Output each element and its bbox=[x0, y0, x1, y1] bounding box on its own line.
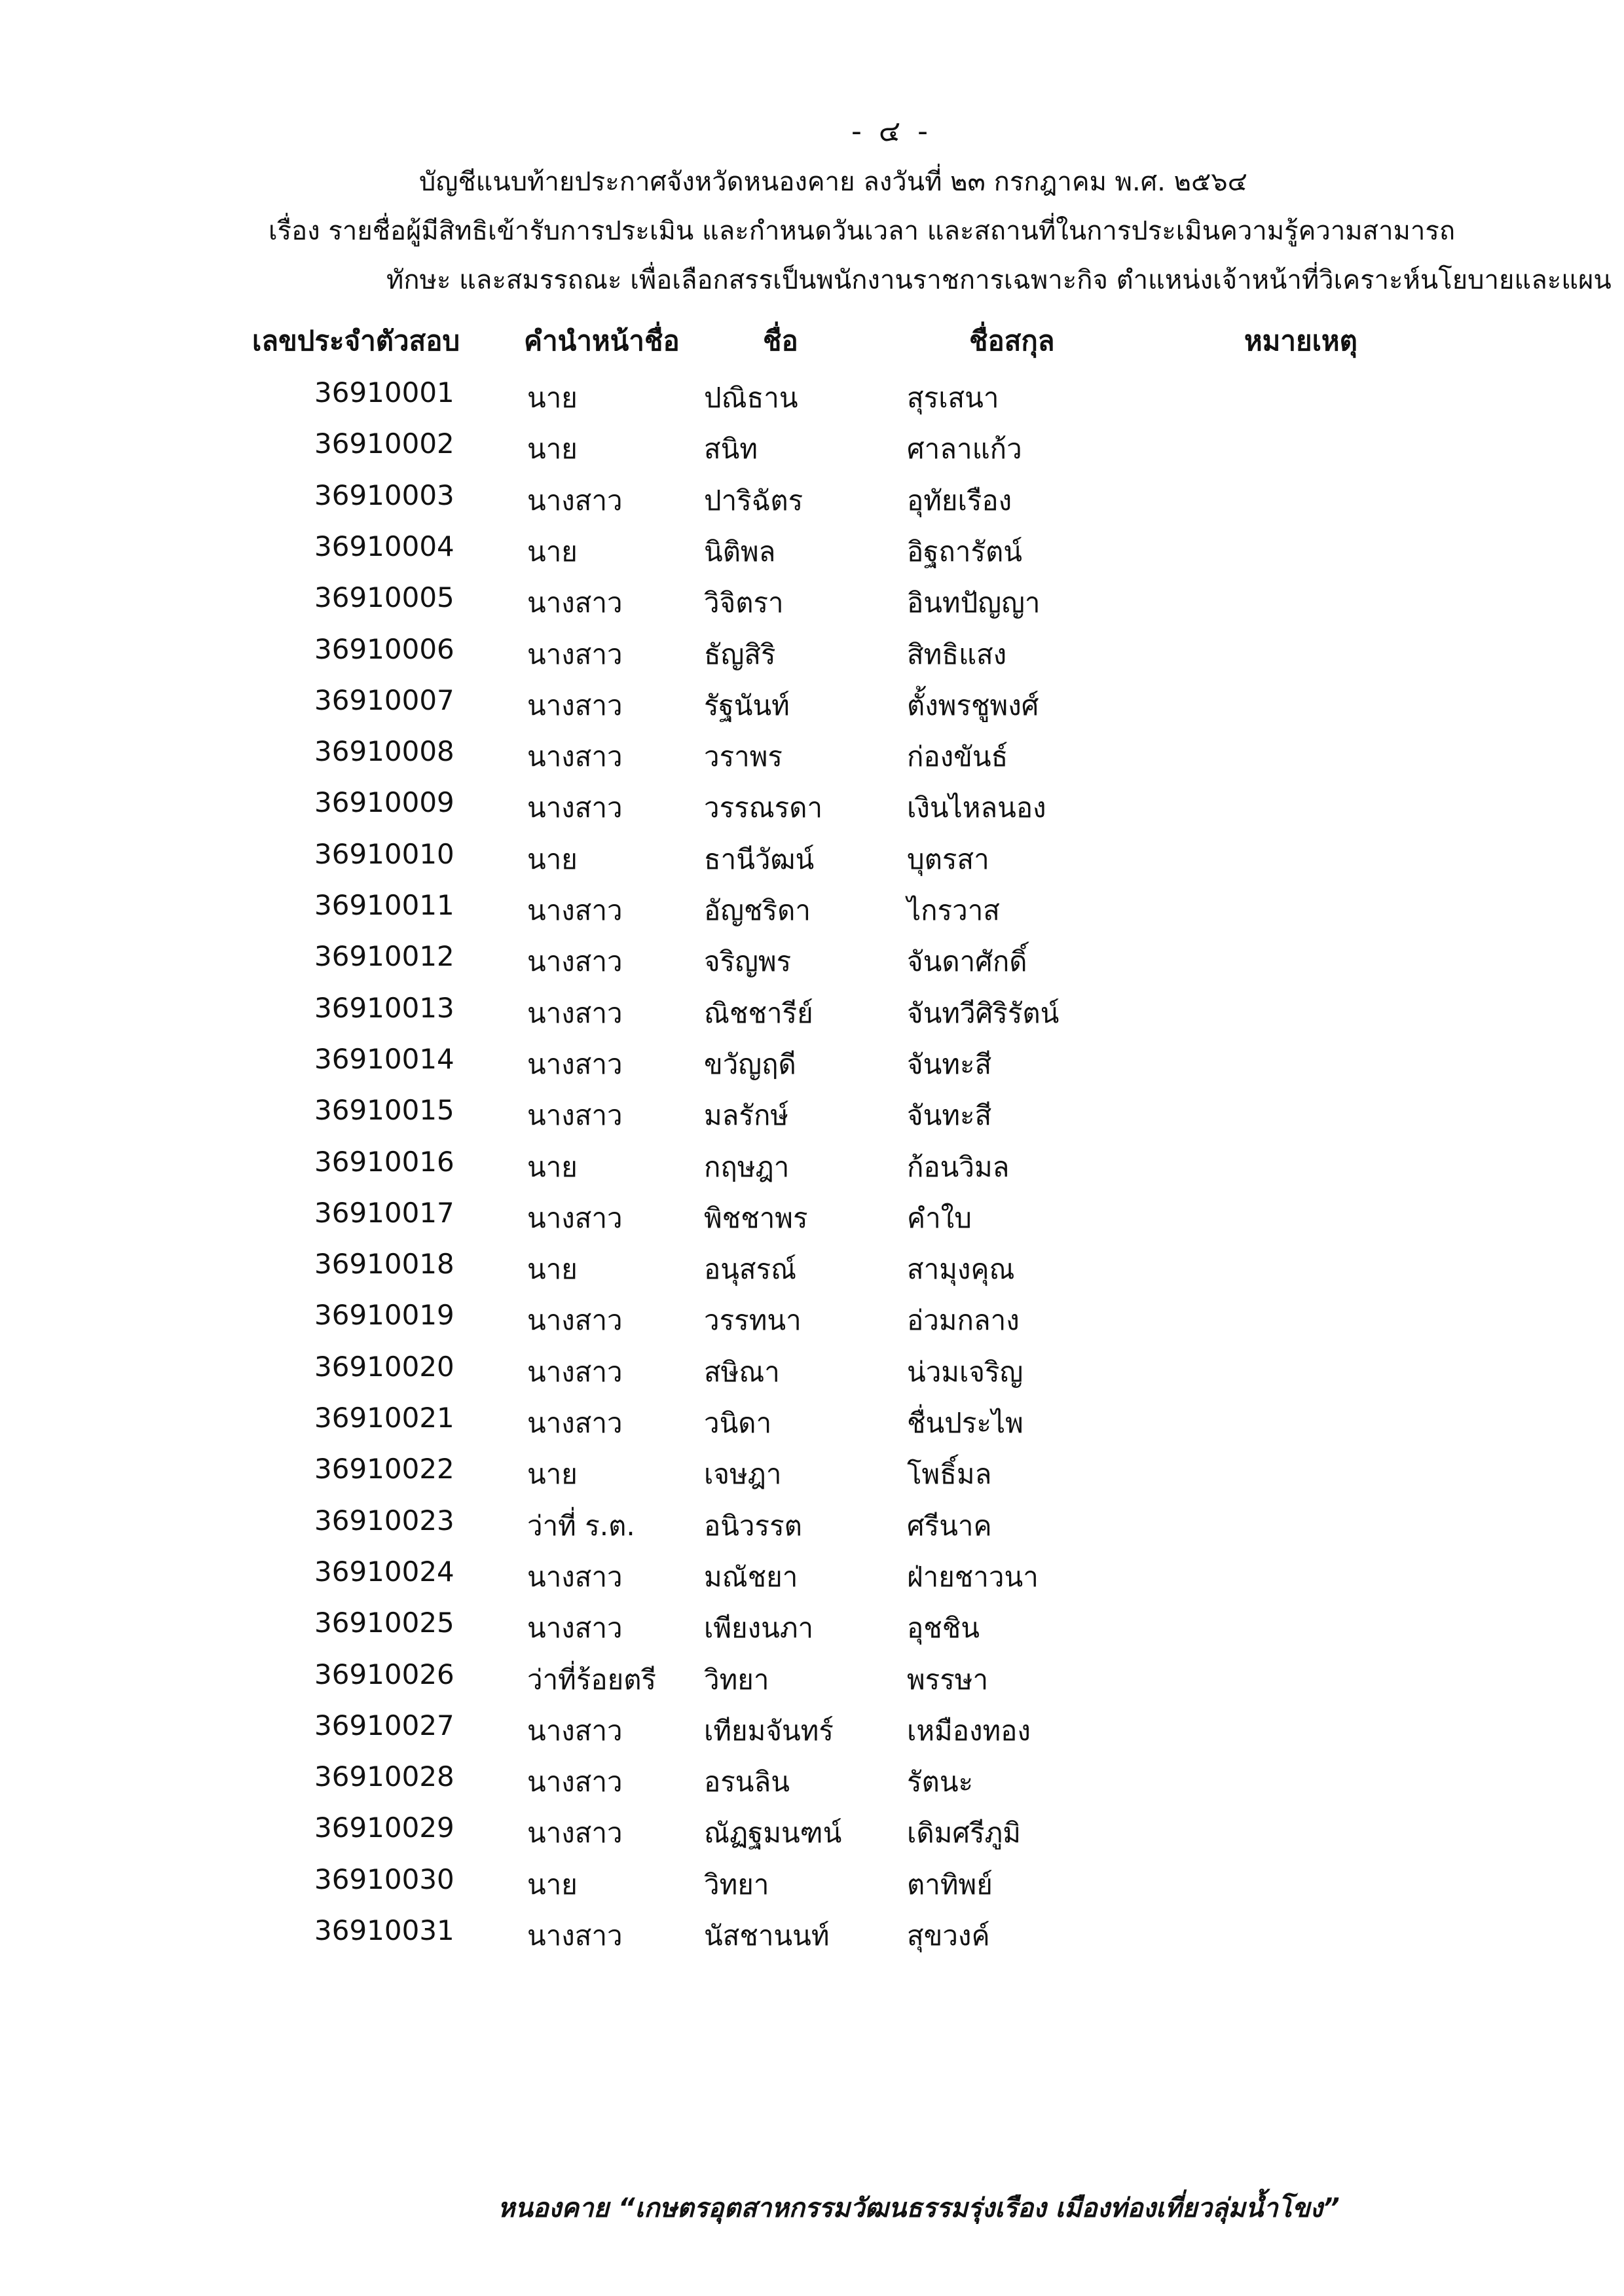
last-name-cell: เหมืองทอง bbox=[907, 1714, 1031, 1747]
exam-id-cell: 36910016 bbox=[314, 1145, 454, 1178]
first-name-cell: วราพร bbox=[704, 740, 783, 773]
first-name-cell: เทียมจันทร์ bbox=[704, 1714, 834, 1747]
exam-id-cell: 36910013 bbox=[314, 991, 454, 1024]
table-row bbox=[0, 479, 1624, 532]
last-name-cell: จันดาศักดิ์ bbox=[907, 945, 1027, 978]
exam-id-cell: 36910003 bbox=[314, 479, 454, 511]
exam-id-cell: 36910030 bbox=[314, 1863, 454, 1895]
last-name-cell: ชื่นประไพ bbox=[907, 1407, 1024, 1439]
last-name-cell: ฝ่ายชาวนา bbox=[907, 1560, 1039, 1593]
title-cell: นาย bbox=[527, 1868, 578, 1901]
exam-id-cell: 36910023 bbox=[314, 1504, 454, 1537]
first-name-cell: วนิดา bbox=[704, 1407, 772, 1439]
exam-id-cell: 36910005 bbox=[314, 581, 454, 614]
exam-id-cell: 36910027 bbox=[314, 1709, 454, 1741]
title-cell: นางสาว bbox=[527, 1355, 623, 1388]
table-row bbox=[0, 838, 1624, 890]
exam-id-cell: 36910022 bbox=[314, 1453, 454, 1485]
exam-id-cell: 36910015 bbox=[314, 1094, 454, 1127]
title-cell: นางสาว bbox=[527, 1048, 623, 1080]
title-cell: นาย bbox=[527, 1458, 578, 1491]
first-name-cell: พิชชาพร bbox=[704, 1201, 808, 1234]
title-cell: นางสาว bbox=[527, 1304, 623, 1337]
exam-id-cell: 36910017 bbox=[314, 1196, 454, 1229]
column-header-first-name: ชื่อ bbox=[763, 325, 798, 357]
exam-id-cell: 36910025 bbox=[314, 1607, 454, 1639]
table-row bbox=[0, 1658, 1624, 1711]
first-name-cell: ณิชชารีย์ bbox=[704, 996, 813, 1029]
table-row bbox=[0, 530, 1624, 583]
table-row bbox=[0, 735, 1624, 788]
last-name-cell: จันทะสี bbox=[907, 1099, 992, 1132]
last-name-cell: บุตรสา bbox=[907, 843, 989, 875]
last-name-cell: อุชชิน bbox=[907, 1612, 980, 1645]
first-name-cell: จริญพร bbox=[704, 945, 792, 978]
table-row bbox=[0, 684, 1624, 737]
first-name-cell: วิทยา bbox=[704, 1663, 769, 1696]
last-name-cell: ตั้งพรชูพงศ์ bbox=[907, 689, 1039, 721]
last-name-cell: คำใบ bbox=[907, 1201, 972, 1234]
table-row bbox=[0, 1607, 1624, 1659]
exam-id-cell: 36910004 bbox=[314, 530, 454, 562]
first-name-cell: วรรณรดา bbox=[704, 792, 823, 824]
table-row bbox=[0, 1299, 1624, 1351]
header-line-3: ทักษะ และสมรรถณะ เพื่อเลือกสรรเป็นพนักงานราชการเฉพาะกิจ ตำแหน่งเจ้าหน้าที่วิเคราะห์นโยบายและแผน bbox=[386, 265, 1612, 295]
table-row bbox=[0, 633, 1624, 685]
table-row bbox=[0, 1812, 1624, 1864]
exam-id-cell: 36910012 bbox=[314, 940, 454, 973]
exam-id-cell: 36910010 bbox=[314, 837, 454, 870]
last-name-cell: พรรษา bbox=[907, 1663, 989, 1696]
table-row bbox=[0, 1914, 1624, 1967]
exam-id-cell: 36910024 bbox=[314, 1555, 454, 1588]
column-header-last-name: ชื่อสกุล bbox=[969, 325, 1055, 357]
exam-id-cell: 36910011 bbox=[314, 889, 454, 921]
title-cell: นางสาว bbox=[527, 1407, 623, 1439]
last-name-cell: สามุงคุณ bbox=[907, 1253, 1015, 1286]
first-name-cell: ปณิธาน bbox=[704, 382, 798, 414]
first-name-cell: ปาริฉัตร bbox=[704, 484, 803, 517]
exam-id-cell: 36910018 bbox=[314, 1248, 454, 1281]
exam-id-cell: 36910007 bbox=[314, 683, 454, 716]
first-name-cell: วิจิตรา bbox=[704, 587, 784, 619]
title-cell: นาย bbox=[527, 382, 578, 414]
last-name-cell: สุขวงค์ bbox=[907, 1920, 990, 1952]
table-row bbox=[0, 1709, 1624, 1762]
first-name-cell: วรรทนา bbox=[704, 1304, 802, 1337]
header-line-2: เรื่อง รายชื่อผู้มีสิทธิเข้ารับการประเมิน และกำหนดวันเวลา และสถานที่ในการประเมินความรู้ความสามารถ bbox=[268, 216, 1456, 246]
title-cell: นาย bbox=[527, 1253, 578, 1286]
first-name-cell: นัสชานนท์ bbox=[704, 1920, 830, 1952]
first-name-cell: ธานีวัฒน์ bbox=[704, 843, 815, 875]
exam-id-cell: 36910008 bbox=[314, 735, 454, 768]
table-row bbox=[0, 889, 1624, 941]
exam-id-cell: 36910029 bbox=[314, 1812, 454, 1844]
exam-id-cell: 36910028 bbox=[314, 1760, 454, 1793]
last-name-cell: จันทวีศิริรัตน์ bbox=[907, 996, 1060, 1029]
first-name-cell: เจษฎา bbox=[704, 1458, 782, 1491]
first-name-cell: มลรักษ์ bbox=[704, 1099, 789, 1132]
last-name-cell: ศาลาแก้ว bbox=[907, 433, 1022, 465]
last-name-cell: อิฐถารัตน์ bbox=[907, 535, 1022, 568]
last-name-cell: จันทะสี bbox=[907, 1048, 992, 1080]
last-name-cell: น่วมเจริญ bbox=[907, 1355, 1024, 1388]
last-name-cell: ศรีนาค bbox=[907, 1509, 992, 1542]
title-cell: นางสาว bbox=[527, 740, 623, 773]
last-name-cell: เงินไหลนอง bbox=[907, 792, 1046, 824]
exam-id-cell: 36910009 bbox=[314, 786, 454, 819]
title-cell: นางสาว bbox=[527, 689, 623, 721]
title-cell: นางสาว bbox=[527, 484, 623, 517]
table-row bbox=[0, 940, 1624, 993]
first-name-cell: อรนลิน bbox=[704, 1766, 790, 1798]
table-row bbox=[0, 1043, 1624, 1095]
footer-slogan: หนองคาย “เกษตรอุตสาหกรรมวัฒนธรรมรุ่งเรือง เมืองท่องเที่ยวลุ่มน้ำโขง” bbox=[498, 2193, 1340, 2223]
column-header-title: คำนำหน้าชื่อ bbox=[524, 325, 680, 357]
first-name-cell: สษิณา bbox=[704, 1355, 780, 1388]
last-name-cell: สุรเสนา bbox=[907, 382, 999, 414]
title-cell: นางสาว bbox=[527, 1201, 623, 1234]
table-row bbox=[0, 1248, 1624, 1300]
table-row bbox=[0, 1402, 1624, 1454]
first-name-cell: สนิท bbox=[704, 433, 758, 465]
table-row bbox=[0, 1146, 1624, 1198]
first-name-cell: อนิวรรต bbox=[704, 1509, 802, 1542]
exam-id-cell: 36910014 bbox=[314, 1042, 454, 1075]
title-cell: นาย bbox=[527, 1150, 578, 1183]
table-row bbox=[0, 428, 1624, 480]
title-cell: นางสาว bbox=[527, 945, 623, 978]
table-row bbox=[0, 581, 1624, 634]
last-name-cell: อ่วมกลาง bbox=[907, 1304, 1020, 1337]
title-cell: นาย bbox=[527, 535, 578, 568]
header-line-1: บัญชีแนบท้ายประกาศจังหวัดหนองคาย ลงวันที่ ๒๓ กรกฎาคม พ.ศ. ๒๕๖๔ bbox=[419, 167, 1247, 197]
title-cell: นางสาว bbox=[527, 1560, 623, 1593]
last-name-cell: ไกรวาส bbox=[907, 894, 1000, 926]
table-row bbox=[0, 1556, 1624, 1608]
title-cell: ว่าที่ร้อยตรี bbox=[527, 1663, 657, 1696]
first-name-cell: อัญชริดา bbox=[704, 894, 811, 926]
last-name-cell: รัตนะ bbox=[907, 1766, 974, 1798]
table-row bbox=[0, 786, 1624, 839]
last-name-cell: อินทปัญญา bbox=[907, 587, 1041, 619]
column-header-remark: หมายเหตุ bbox=[1244, 325, 1357, 357]
exam-id-cell: 36910020 bbox=[314, 1350, 454, 1383]
exam-id-cell: 36910026 bbox=[314, 1658, 454, 1690]
first-name-cell: ขวัญฤดี bbox=[704, 1048, 796, 1080]
title-cell: นางสาว bbox=[527, 1920, 623, 1952]
title-cell: นางสาว bbox=[527, 894, 623, 926]
first-name-cell: ธัญสิริ bbox=[704, 638, 776, 670]
first-name-cell: ณัฏฐมนฑน์ bbox=[704, 1817, 842, 1850]
first-name-cell: นิติพล bbox=[704, 535, 776, 568]
table-row bbox=[0, 1197, 1624, 1249]
title-cell: นางสาว bbox=[527, 638, 623, 670]
title-cell: นางสาว bbox=[527, 587, 623, 619]
title-cell: นางสาว bbox=[527, 1766, 623, 1798]
title-cell: นางสาว bbox=[527, 996, 623, 1029]
title-cell: นางสาว bbox=[527, 1817, 623, 1850]
exam-id-cell: 36910021 bbox=[314, 1402, 454, 1434]
table-row bbox=[0, 1351, 1624, 1403]
table-row bbox=[0, 1504, 1624, 1557]
title-cell: นาย bbox=[527, 843, 578, 875]
table-row bbox=[0, 1094, 1624, 1146]
title-cell: นางสาว bbox=[527, 1714, 623, 1747]
title-cell: นางสาว bbox=[527, 1099, 623, 1132]
title-cell: นางสาว bbox=[527, 1612, 623, 1645]
last-name-cell: ก่องขันธ์ bbox=[907, 740, 1008, 773]
last-name-cell: โพธิ์มล bbox=[907, 1458, 992, 1491]
first-name-cell: วิทยา bbox=[704, 1868, 769, 1901]
column-header-id: เลขประจำตัวสอบ bbox=[252, 325, 460, 357]
last-name-cell: ก้อนวิมล bbox=[907, 1150, 1010, 1183]
exam-id-cell: 36910002 bbox=[314, 428, 454, 460]
table-row bbox=[0, 1760, 1624, 1813]
table-row bbox=[0, 992, 1624, 1044]
page-number: - ๔ - bbox=[851, 115, 932, 148]
title-cell: ว่าที่ ร.ต. bbox=[527, 1509, 635, 1542]
first-name-cell: มณัชยา bbox=[704, 1560, 798, 1593]
first-name-cell: เพียงนภา bbox=[704, 1612, 814, 1645]
last-name-cell: สิทธิแสง bbox=[907, 638, 1007, 670]
table-row bbox=[0, 376, 1624, 429]
table-header bbox=[0, 319, 1624, 359]
last-name-cell: ตาทิพย์ bbox=[907, 1868, 993, 1901]
table-row bbox=[0, 1453, 1624, 1505]
exam-id-cell: 36910019 bbox=[314, 1299, 454, 1332]
exam-id-cell: 36910006 bbox=[314, 632, 454, 665]
first-name-cell: รัฐนันท์ bbox=[704, 689, 790, 721]
title-cell: นาย bbox=[527, 433, 578, 465]
last-name-cell: เดิมศรีภูมิ bbox=[907, 1817, 1021, 1850]
exam-id-cell: 36910031 bbox=[314, 1914, 454, 1946]
title-cell: นางสาว bbox=[527, 792, 623, 824]
first-name-cell: กฤษฎา bbox=[704, 1150, 790, 1183]
exam-id-cell: 36910001 bbox=[314, 376, 454, 409]
first-name-cell: อนุสรณ์ bbox=[704, 1253, 797, 1286]
last-name-cell: อุทัยเรือง bbox=[907, 484, 1012, 517]
table-row bbox=[0, 1863, 1624, 1916]
